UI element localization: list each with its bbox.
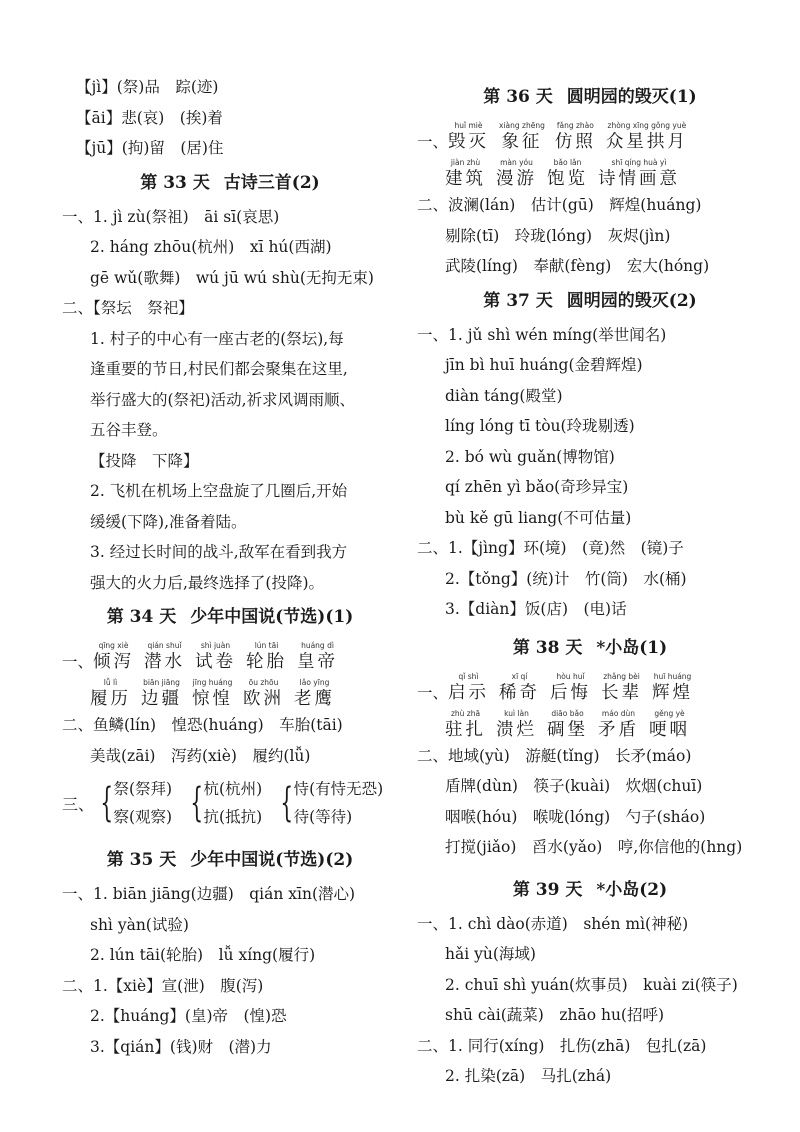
pinyin-word [297, 641, 338, 673]
pinyin-word-row [417, 667, 763, 704]
hanzi-word: 惊惶 [192, 689, 233, 709]
answer-text: 五谷丰登。 [90, 421, 168, 439]
pinyin-word [499, 121, 545, 153]
answer-line [417, 970, 763, 1001]
pinyin-annotation: shì juàn [200, 641, 231, 650]
pinyin-word [93, 641, 134, 673]
answer-line [62, 103, 398, 134]
answer-line [417, 472, 763, 503]
answer-text: 逢重要的节日,村民们都会聚集在这里, [90, 360, 348, 378]
pinyin-word [547, 158, 588, 190]
pinyin-annotation: bǎo lǎn [553, 158, 582, 167]
answer-line [62, 293, 398, 324]
answer-line [417, 1061, 763, 1092]
answer-text: 一、1. chì dào(赤道) shén mì(神秘) [417, 914, 689, 933]
pinyin-word [606, 121, 688, 153]
answer-text: 2. lún tāi(轮胎) lǚ xíng(履行) [90, 946, 316, 964]
hanzi-word: 轮胎 [246, 652, 288, 672]
answer-line [62, 385, 398, 416]
answer-text: 二、1. 同行(xíng) 扎伤(zhā) 包扎(zā) [417, 1036, 707, 1055]
pinyin-word-row [417, 704, 763, 741]
day-34-title [62, 598, 398, 636]
hanzi-word: 后悔 [550, 682, 592, 703]
answer-text: bù kě gū liang(不可估量) [445, 508, 632, 527]
answer-text: 美哉(zāi) 泻药(xiè) 履约(lǚ) [90, 746, 311, 765]
pinyin-word [555, 121, 596, 153]
hanzi-word: 欧洲 [243, 689, 284, 709]
answer-text: 打搅(jiǎo) 舀水(yǎo) 哼,你信他的(hng) [445, 838, 743, 856]
answer-line [417, 564, 763, 595]
answer-line [417, 832, 763, 863]
hanzi-word: 毁灭 [448, 132, 490, 152]
curly-brace-icon: { [280, 780, 294, 826]
answer-text: 二、1.【xiè】宣(泄) 腹(泻) [62, 976, 264, 995]
brace-group [274, 775, 383, 831]
pinyin-annotation: biān jiāng [143, 678, 180, 687]
answer-line [62, 710, 398, 741]
answer-text: 2. chuī shì yuán(炊事员) kuài zi(筷子) [445, 975, 738, 994]
day-39-title [417, 871, 763, 909]
answer-line [62, 537, 398, 568]
pinyin-annotation: huǐ miè [454, 121, 483, 130]
answer-line [62, 202, 398, 233]
brace-group-line [62, 771, 398, 835]
hanzi-word: 倾泻 [93, 652, 135, 672]
hanzi-word: 矛盾 [598, 719, 639, 740]
pinyin-annotation: qǐ shì [458, 671, 479, 681]
hanzi-word: 试卷 [195, 652, 237, 672]
answer-text: 强大的火力后,最终选择了(投降)。 [90, 573, 325, 592]
answer-line [417, 771, 763, 802]
lesson-name: 少年中国说(节选)(1) [190, 607, 354, 627]
pinyin-word-row [417, 116, 763, 153]
pinyin-annotation: jiàn zhù [450, 158, 481, 167]
answer-text: 二、地域(yù) 游艇(tǐng) 长矛(máo) [417, 746, 692, 765]
day-35-title [62, 841, 398, 879]
day-number: 第 36 天 [483, 87, 553, 107]
pinyin-annotation: huáng dì [301, 641, 334, 650]
pinyin-annotation: lún tāi [254, 641, 279, 650]
answer-line [417, 190, 763, 221]
hanzi-word: 仿照 [554, 132, 596, 152]
day-37-title [417, 282, 763, 320]
pinyin-word [649, 709, 690, 741]
hanzi-word: 履历 [90, 689, 131, 709]
answer-line [417, 320, 763, 351]
pinyin-word-row [417, 153, 763, 190]
answer-text: 一、1. jǔ shì wén míng(举世闻名) [417, 325, 667, 344]
pinyin-word [601, 672, 642, 704]
answer-line [62, 1001, 398, 1032]
lesson-name: 少年中国说(节选)(2) [190, 850, 354, 870]
pinyin-word [496, 158, 537, 190]
answer-text: 【jū】(拘)留 (居)住 [76, 139, 224, 157]
hanzi-word: 辉煌 [652, 682, 694, 703]
pinyin-word [90, 678, 131, 710]
brace-stack [294, 775, 384, 831]
pinyin-word [144, 641, 185, 673]
pinyin-word [598, 158, 680, 190]
pinyin-word [550, 672, 591, 704]
answer-line [417, 533, 763, 564]
answer-line [62, 507, 398, 538]
pinyin-word [598, 709, 639, 741]
pinyin-word-row [62, 673, 398, 710]
hanzi-word: 建筑 [445, 169, 486, 189]
answer-line [62, 879, 398, 910]
section-label: 一、 [417, 683, 449, 702]
brace-item: 抗(抵抗) [203, 808, 263, 826]
answer-text: gē wǔ(歌舞) wú jū wú shù(无拘无束) [90, 268, 374, 287]
pinyin-annotation: zhù zhā [450, 708, 481, 718]
answer-line [417, 802, 763, 833]
answer-text: 二、波澜(lán) 估计(gū) 辉煌(huáng) [417, 196, 702, 214]
pinyin-word [445, 709, 486, 741]
left-column [62, 72, 398, 1062]
lesson-name: 圆明园的毁灭(1) [566, 87, 697, 107]
pinyin-word [246, 641, 287, 673]
pinyin-annotation: jīng huáng [192, 678, 233, 687]
brace-stack [204, 775, 263, 831]
answer-line [417, 741, 763, 772]
day-number: 第 34 天 [106, 607, 177, 627]
answer-line [62, 133, 398, 164]
hanzi-word: 哽咽 [649, 719, 690, 740]
pinyin-word [448, 121, 489, 153]
answer-line [417, 1000, 763, 1031]
answer-text: 一、1. jì zù(祭祖) āi sī(哀思) [62, 207, 280, 226]
hanzi-word: 驻扎 [445, 719, 486, 740]
answer-text: jīn bì huī huáng(金碧辉煌) [445, 356, 643, 374]
pinyin-annotation: lǚ lì [103, 678, 118, 687]
pinyin-annotation: xiàng zhēng [499, 121, 545, 130]
brace-group [184, 775, 262, 831]
answer-line [417, 251, 763, 282]
hanzi-word: 象征 [501, 132, 543, 152]
answer-line [62, 263, 398, 294]
answer-text: diàn táng(殿堂) [445, 386, 563, 405]
lesson-name: 古诗三首(2) [223, 172, 320, 193]
pinyin-annotation: lǎo yīng [299, 678, 330, 687]
answer-line [62, 446, 398, 477]
right-column [417, 78, 763, 1092]
answer-text: shì yàn(试验) [90, 915, 189, 934]
answer-text: 2. bó wù guǎn(博物馆) [445, 447, 615, 466]
day-33-title [62, 164, 398, 202]
answer-text: shū cài(蔬菜) zhāo hu(招呼) [445, 1006, 665, 1024]
answer-line [62, 1032, 398, 1063]
answer-text: 二、1.【jìng】环(境) (竟)然 (镜)子 [417, 539, 684, 557]
answer-text: hǎi yù(海域) [445, 945, 536, 963]
pinyin-word [294, 678, 335, 710]
pinyin-annotation: fǎng zhào [556, 121, 594, 130]
brace-item: 待(等待) [293, 808, 353, 826]
hanzi-word: 饱览 [547, 169, 588, 189]
pinyin-word [499, 672, 540, 704]
answer-text: 一、1. biān jiāng(边疆) qián xīn(潜心) [62, 885, 356, 903]
brace-item: 察(观察) [113, 808, 173, 826]
answer-line [62, 354, 398, 385]
pinyin-word [141, 678, 182, 710]
pinyin-annotation: shī qíng huà yì [611, 158, 667, 167]
day-number: 第 35 天 [106, 850, 177, 870]
answer-text: líng lóng tī tòu(玲珑剔透) [445, 417, 635, 435]
answer-text: 2.【huáng】(皇)帝 (惶)恐 [90, 1007, 287, 1025]
pinyin-annotation: ōu zhōu [248, 678, 279, 687]
brace-item: 恃(有恃无恐) [293, 780, 384, 798]
pinyin-word [192, 678, 233, 710]
day-number: 第 38 天 [512, 637, 583, 658]
answer-line [417, 221, 763, 252]
pinyin-word [496, 709, 537, 741]
section-label: 一、 [62, 653, 94, 671]
pinyin-annotation: huī huáng [653, 671, 692, 681]
answer-text: 盾牌(dùn) 筷子(kuài) 炊烟(chuī) [445, 777, 703, 795]
answer-text: 武陵(líng) 奉献(fèng) 宏大(hóng) [445, 257, 710, 275]
pinyin-annotation: zhòng xīng gǒng yuè [607, 121, 687, 130]
hanzi-word: 潜水 [144, 652, 186, 672]
answer-text: 二、【祭坛 祭祀】 [62, 299, 194, 317]
answer-line [417, 411, 763, 442]
pinyin-annotation: máo dùn [601, 708, 636, 718]
answer-text: 【投降 下降】 [90, 451, 199, 470]
pinyin-word [195, 641, 236, 673]
hanzi-word: 碉堡 [547, 719, 588, 740]
brace-group [94, 775, 172, 831]
pinyin-word [243, 678, 284, 710]
hanzi-word: 漫游 [496, 169, 537, 189]
hanzi-word: 老鹰 [294, 689, 335, 709]
day-number: 第 37 天 [483, 290, 553, 311]
section-label: 三、 [62, 794, 95, 814]
day-38-title [417, 629, 763, 667]
hanzi-word: 诗情画意 [598, 169, 680, 189]
answer-line [62, 415, 398, 446]
answer-line [417, 381, 763, 412]
lesson-name: 圆明园的毁灭(2) [566, 290, 697, 311]
hanzi-word: 众星拱月 [605, 132, 688, 152]
pinyin-word [445, 158, 486, 190]
pinyin-annotation: diāo bǎo [551, 708, 584, 718]
hanzi-word: 溃烂 [496, 719, 537, 740]
answer-line [62, 568, 398, 599]
answer-text: 3.【diàn】饭(店) (电)话 [445, 600, 627, 618]
pinyin-annotation: hòu huǐ [556, 671, 585, 681]
answer-text: 【āi】悲(哀) (挨)着 [76, 108, 223, 127]
answer-line [417, 442, 763, 473]
answer-line [62, 232, 398, 263]
answer-line [62, 971, 398, 1002]
section-label: 一、 [417, 133, 449, 151]
answer-line [417, 909, 763, 940]
answer-line [417, 350, 763, 381]
answer-text: 【jì】(祭)品 踪(迹) [76, 78, 219, 96]
answer-line [62, 741, 398, 772]
answer-line [417, 503, 763, 534]
answer-text: 缓缓(下降),准备着陆。 [90, 512, 247, 531]
answer-text: 咽喉(hóu) 喉咙(lóng) 勺子(sháo) [445, 807, 706, 826]
answer-text: 2. 扎染(zā) 马扎(zhá) [445, 1067, 612, 1085]
brace-item: 杭(杭州) [203, 780, 263, 798]
answer-line [62, 72, 398, 103]
hanzi-word: 边疆 [141, 689, 182, 709]
brace-stack [113, 775, 172, 831]
answer-text: 2. háng zhōu(杭州) xī hú(西湖) [90, 238, 332, 256]
answer-line [62, 324, 398, 355]
answer-line [417, 1031, 763, 1062]
answer-line [417, 939, 763, 970]
day-36-title [417, 78, 763, 116]
hanzi-word: 长辈 [601, 682, 643, 703]
answer-text: 举行盛大的(祭祀)活动,祈求风调雨顺、 [90, 390, 356, 409]
answer-text: 1. 村子的中心有一座古老的(祭坛),每 [90, 329, 344, 348]
pinyin-annotation: zhǎng bèi [603, 671, 640, 681]
curly-brace-icon: { [190, 780, 204, 826]
pinyin-annotation: qīng xiè [98, 641, 129, 650]
answer-line [62, 476, 398, 507]
hanzi-word: 稀奇 [499, 682, 541, 703]
pinyin-word [652, 672, 693, 704]
answer-text: 二、鱼鳞(lín) 惶恐(huáng) 车胎(tāi) [62, 716, 343, 734]
answer-text: 2. 飞机在机场上空盘旋了几圈后,开始 [90, 482, 348, 500]
pinyin-annotation: gěng yè [654, 708, 685, 718]
answer-text: 剔除(tī) 玲珑(lóng) 灰烬(jìn) [445, 226, 671, 245]
pinyin-word [448, 672, 489, 704]
lesson-name: *小岛(1) [596, 637, 668, 658]
hanzi-word: 皇帝 [297, 652, 339, 672]
answer-text: 3. 经过长时间的战斗,敌军在看到我方 [90, 543, 348, 561]
hanzi-word: 启示 [448, 682, 490, 703]
lesson-name: *小岛(2) [596, 879, 668, 900]
answer-text: qí zhēn yì bǎo(奇珍异宝) [445, 478, 629, 496]
day-number: 第 33 天 [140, 172, 210, 193]
answer-text: 2.【tǒng】(统)计 竹(筒) 水(桶) [445, 569, 687, 588]
pinyin-annotation: kuì làn [504, 708, 529, 718]
answer-text: 3.【qián】(钱)财 (潜)力 [90, 1037, 272, 1056]
pinyin-annotation: qián shuǐ [147, 641, 182, 650]
answer-line [417, 594, 763, 625]
pinyin-word [547, 709, 588, 741]
day-number: 第 39 天 [512, 879, 583, 900]
pinyin-annotation: màn yóu [500, 158, 533, 167]
pinyin-word-row [62, 636, 398, 673]
curly-brace-icon: { [100, 780, 114, 826]
brace-item: 祭(祭拜) [113, 780, 173, 798]
pinyin-annotation: xī qí [511, 671, 528, 681]
answer-line [62, 940, 398, 971]
answer-line [62, 910, 398, 941]
